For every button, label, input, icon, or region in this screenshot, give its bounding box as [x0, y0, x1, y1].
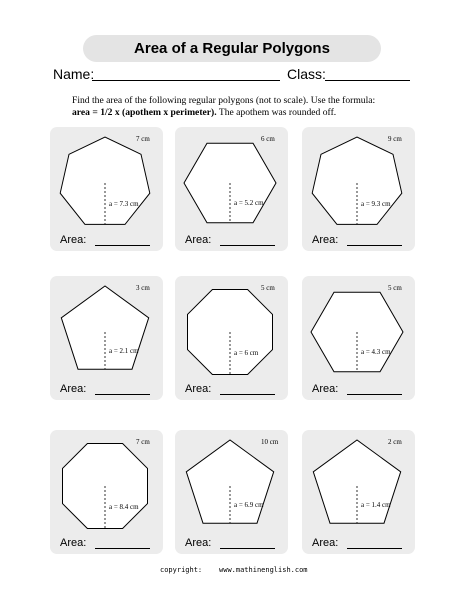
class-blank	[325, 80, 410, 81]
area-answer-blank	[347, 245, 402, 246]
polygon-figure	[50, 276, 163, 400]
polygon-card	[302, 276, 415, 400]
polygon-figure	[175, 276, 288, 400]
name-label: Name:	[53, 66, 95, 82]
area-answer-blank	[95, 548, 150, 549]
side-length-label: 7 cm	[136, 438, 150, 446]
copyright-label: copyright:	[160, 566, 203, 574]
site-url: www.mathinenglish.com	[219, 566, 308, 574]
polygon-card	[175, 127, 288, 251]
apothem-label: a = 8.4 cm	[109, 503, 139, 512]
name-blank	[92, 80, 280, 81]
side-length-label: 3 cm	[136, 284, 150, 292]
polygon-card	[175, 276, 288, 400]
area-answer-blank	[347, 548, 402, 549]
area-label: Area:	[60, 537, 87, 549]
polygon-figure	[302, 276, 415, 400]
apothem-label: a = 5.2 cm	[234, 198, 264, 207]
area-answer-blank	[95, 394, 150, 395]
footer	[160, 566, 308, 574]
apothem-label: a = 2.1 cm	[109, 346, 139, 355]
worksheet-title: Area of a Regular Polygons	[83, 35, 381, 62]
area-label: Area:	[185, 537, 212, 549]
side-length-label: 5 cm	[261, 284, 275, 292]
apothem-label: a = 6 cm	[234, 349, 259, 358]
area-answer-blank	[220, 548, 275, 549]
class-label: Class:	[287, 66, 326, 82]
area-answer-blank	[220, 245, 275, 246]
area-label: Area:	[312, 234, 339, 246]
polygon-card	[175, 430, 288, 554]
instructions-formula: area = 1/2 x (apothem x perimeter).	[72, 107, 217, 118]
instructions-line1: Find the area of the following regular polygons (not to scale). Use the formula:	[72, 95, 376, 106]
polygon-card	[302, 430, 415, 554]
polygon-figure	[50, 127, 163, 251]
apothem-label: a = 9.3 cm	[361, 199, 391, 208]
area-label: Area:	[60, 234, 87, 246]
instructions	[72, 95, 412, 119]
polygon-figure	[175, 127, 288, 251]
side-length-label: 9 cm	[388, 135, 402, 143]
apothem-label: a = 7.3 cm	[109, 199, 139, 208]
area-label: Area:	[312, 383, 339, 395]
polygon-card	[50, 276, 163, 400]
apothem-label: a = 6.9 cm	[234, 500, 264, 509]
area-answer-blank	[220, 394, 275, 395]
polygon-card	[50, 430, 163, 554]
area-answer-blank	[95, 245, 150, 246]
area-label: Area:	[312, 537, 339, 549]
apothem-label: a = 4.3 cm	[361, 347, 391, 356]
polygon-figure	[50, 430, 163, 554]
apothem-label: a = 1.4 cm	[361, 500, 391, 509]
area-label: Area:	[60, 383, 87, 395]
area-answer-blank	[347, 394, 402, 395]
side-length-label: 2 cm	[388, 438, 402, 446]
polygon-card	[50, 127, 163, 251]
side-length-label: 10 cm	[261, 438, 279, 446]
side-length-label: 6 cm	[261, 135, 275, 143]
polygon-figure	[302, 430, 415, 554]
area-label: Area:	[185, 234, 212, 246]
side-length-label: 5 cm	[388, 284, 402, 292]
polygon-card	[302, 127, 415, 251]
area-label: Area:	[185, 383, 212, 395]
polygon-figure	[175, 430, 288, 554]
side-length-label: 7 cm	[136, 135, 150, 143]
instructions-note: The apothem was rounded off.	[216, 107, 337, 118]
polygon-figure	[302, 127, 415, 251]
